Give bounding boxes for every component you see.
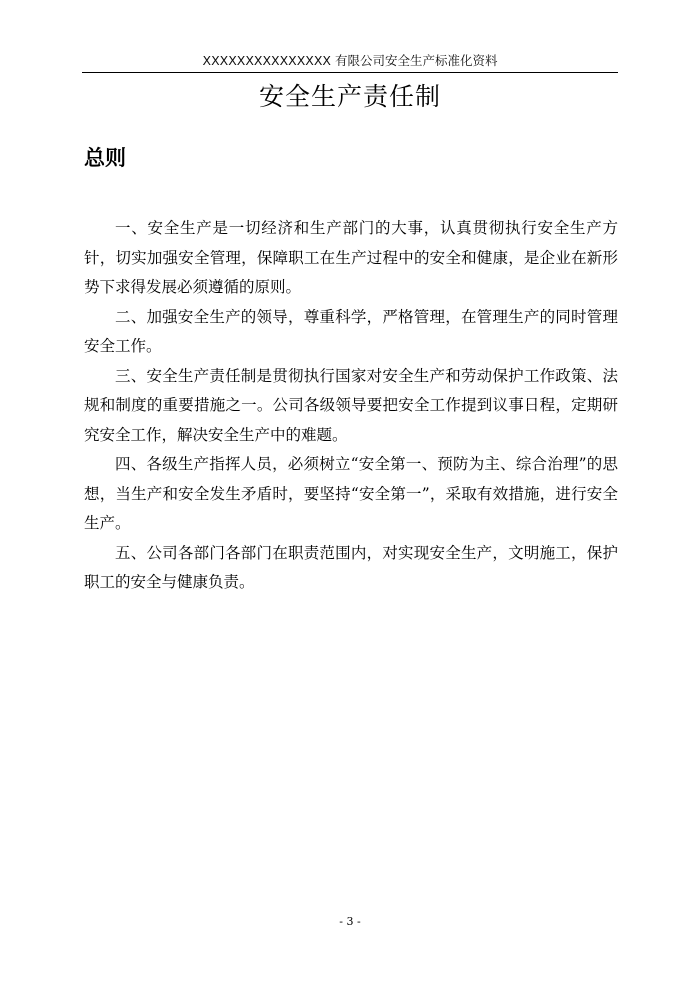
paragraph-4: 四、各级生产指挥人员，必须树立“安全第一、预防为主、综合治理”的思想，当生产和安全发生矛盾时，要坚持“安全第一”，采取有效措施，进行安全生产。 xyxy=(84,455,618,532)
paragraph-2: 二、加强安全生产的领导，尊重科学，严格管理，在管理生产的同时管理安全工作。 xyxy=(84,307,618,355)
paragraph-5: 五、公司各部门各部门在职责范围内，对实现安全生产，文明施工，保护职工的安全与健康负责。 xyxy=(84,543,618,591)
paragraph-3: 三、安全生产责任制是贯彻执行国家对安全生产和劳动保护工作政策、法规和制度的重要措施之一。公司各级领导要把安全工作提到议事日程，定期研究安全工作，解决安全生产中的难题。 xyxy=(84,366,618,444)
body-text xyxy=(84,214,618,598)
page-number: - 3 - xyxy=(339,915,361,928)
paragraph-1: 一、安全生产是一切经济和生产部门的大事，认真贯彻执行安全生产方针，切实加强安全管理，保障职工在生产过程中的安全和健康，是企业在新形势下求得发展必须遵循的原则。 xyxy=(84,219,618,296)
document-title: 安全生产责任制 xyxy=(258,82,441,111)
page-header: XXXXXXXXXXXXXXX 有限公司安全生产标准化资料 xyxy=(202,53,498,68)
header-divider xyxy=(82,72,618,73)
section-heading: 总则 xyxy=(84,146,126,170)
